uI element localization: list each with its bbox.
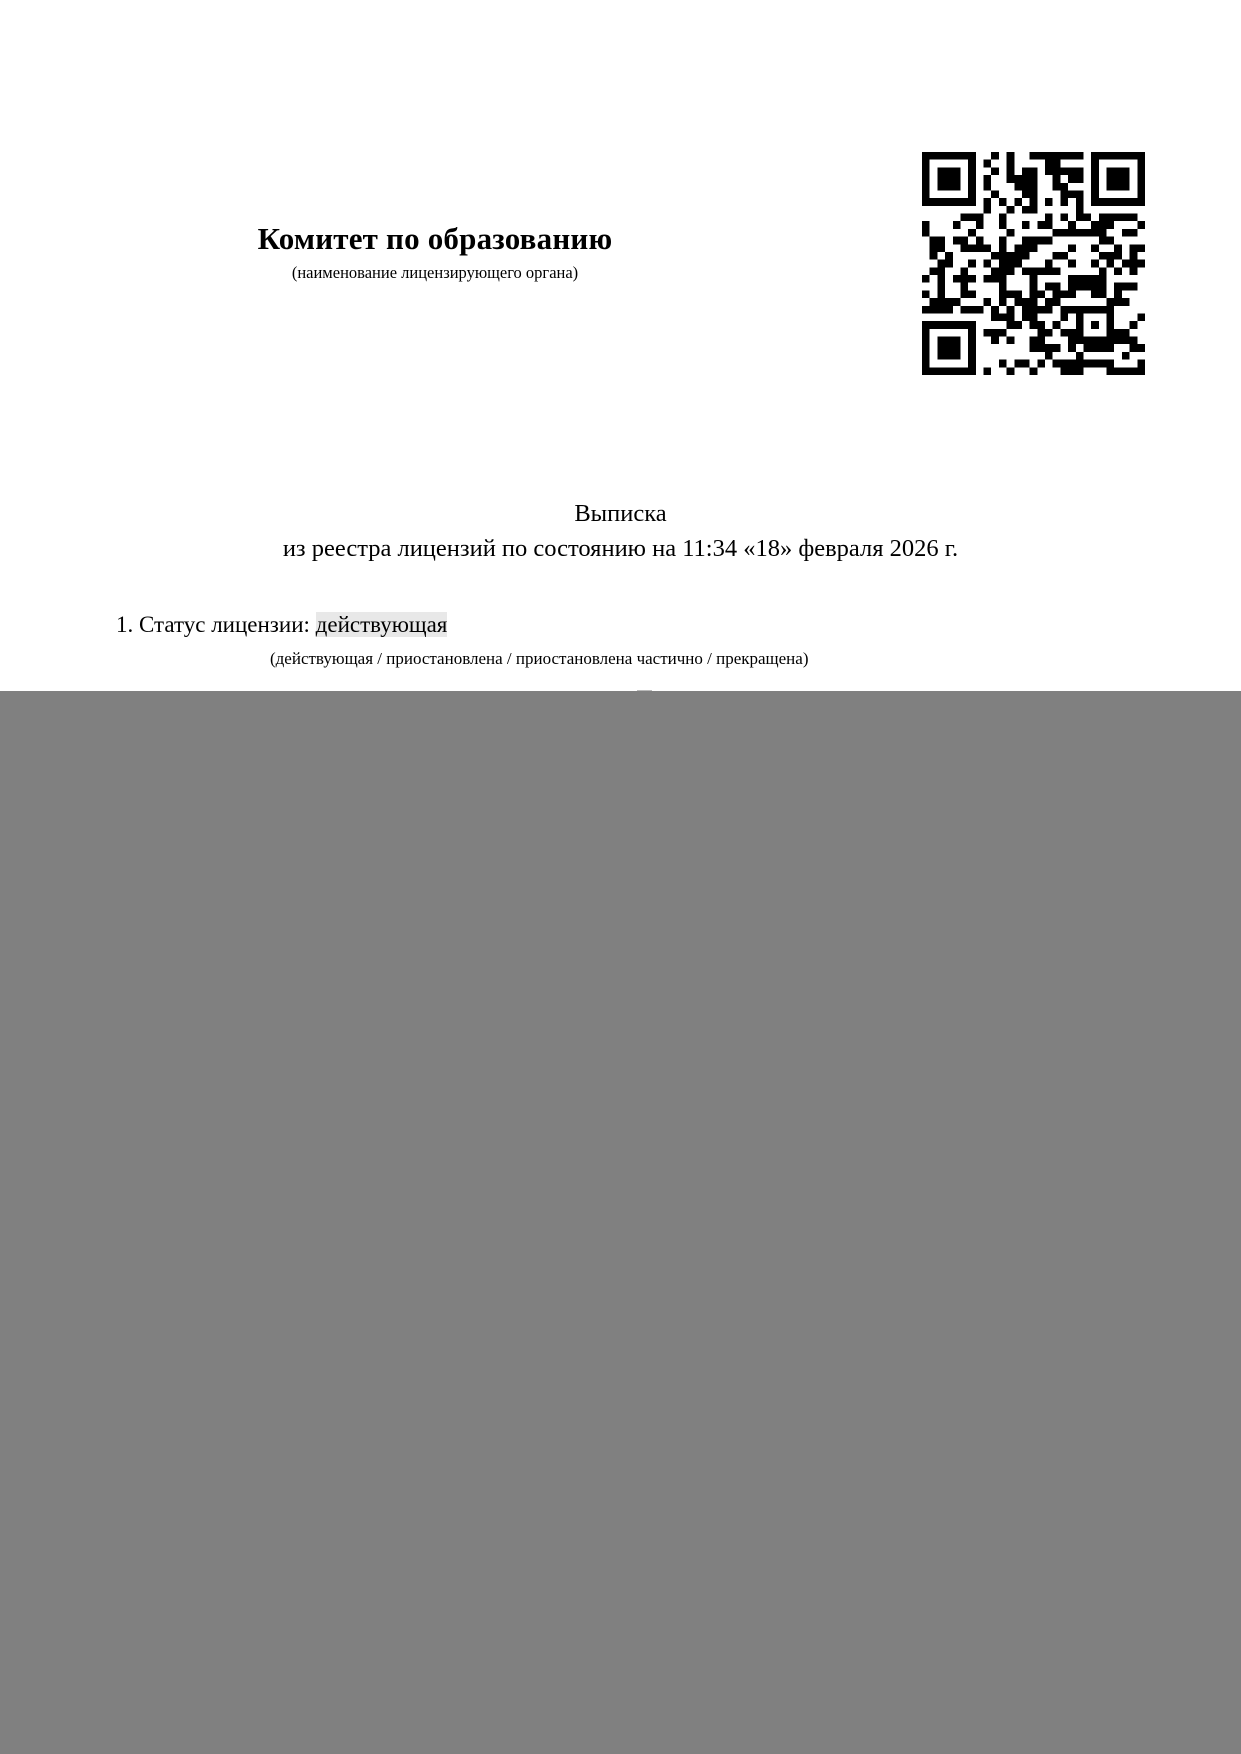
license-status-line	[116, 612, 447, 638]
qr-code-icon	[922, 152, 1145, 375]
license-status-value: действующая	[315, 612, 448, 637]
license-status-label: 1. Статус лицензии:	[116, 612, 316, 637]
organization-caption: (наименование лицензирующего органа)	[291, 263, 579, 283]
qr-code-canvas	[922, 152, 1145, 375]
dimmed-overlay	[0, 691, 1241, 1754]
document-header	[0, 220, 870, 283]
document-title	[0, 497, 1241, 567]
document-title-line-1: Выписка	[574, 500, 667, 527]
document-title-line-2: из реестра лицензий по состоянию на 11:34 «18» февраля 2026 г.	[282, 534, 959, 562]
license-status-hint: (действующая / приостановлена / приостановлена частично / прекращена)	[270, 649, 809, 668]
page-title: Комитет по образованию	[257, 221, 613, 256]
